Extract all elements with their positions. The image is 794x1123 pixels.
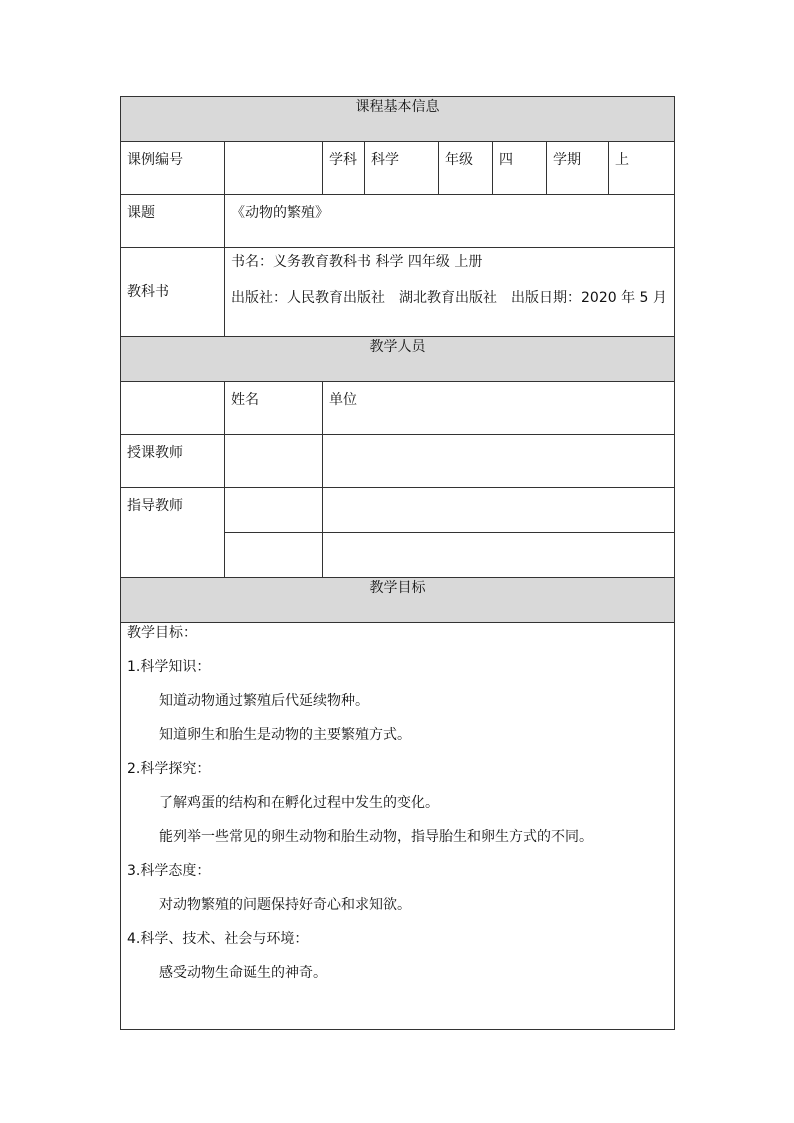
textbook-label: 教科书	[121, 248, 225, 337]
teacher-unit-cell[interactable]	[323, 435, 675, 488]
row-topic	[121, 195, 675, 248]
textbook-title-line: 书名：义务教育教科书 科学 四年级 上册	[231, 254, 483, 270]
advisor-name-cell-2[interactable]	[225, 533, 323, 578]
topic-label: 课题	[121, 195, 225, 248]
objective-line: 知道卵生和胎生是动物的主要繁殖方式。	[159, 727, 411, 743]
objectives-body	[121, 623, 675, 1030]
section-header-objectives	[121, 578, 675, 623]
row-textbook	[121, 248, 675, 337]
subject-value[interactable]: 科学	[365, 142, 439, 195]
topic-value[interactable]: 《动物的繁殖》	[225, 195, 675, 248]
objective-line: 知道动物通过繁殖后代延续物种。	[159, 693, 369, 709]
objective-line: 感受动物生命诞生的神奇。	[159, 965, 327, 981]
objective-line: 4.科学、技术、社会与环境：	[127, 931, 309, 947]
objective-line: 教学目标：	[127, 625, 197, 641]
name-column-header: 姓名	[225, 382, 323, 435]
section-header-staff	[121, 337, 675, 382]
section-title: 教学目标	[121, 578, 675, 623]
section-title: 课程基本信息	[121, 97, 675, 142]
section-header-course-info	[121, 97, 675, 142]
grade-label: 年级	[439, 142, 493, 195]
term-label: 学期	[547, 142, 609, 195]
textbook-publisher-line: 出版社：人民教育出版社 湖北教育出版社 出版日期：2020 年 5 月	[231, 290, 667, 306]
advisor-unit-cell-1[interactable]	[323, 488, 675, 533]
objective-line: 1.科学知识：	[127, 659, 211, 675]
row-teacher	[121, 435, 675, 488]
objective-line: 了解鸡蛋的结构和在孵化过程中发生的变化。	[159, 795, 439, 811]
case-number-label: 课例编号	[121, 142, 225, 195]
textbook-value	[225, 248, 675, 337]
objective-line: 2.科学探究：	[127, 761, 211, 777]
row-advisor-1	[121, 488, 675, 533]
advisor-unit-cell-2[interactable]	[323, 533, 675, 578]
grade-value[interactable]: 四	[493, 142, 547, 195]
row-objectives	[121, 623, 675, 1030]
case-number-value[interactable]	[225, 142, 323, 195]
section-title: 教学人员	[121, 337, 675, 382]
row-basic-info	[121, 142, 675, 195]
teacher-label: 授课教师	[121, 435, 225, 488]
unit-column-header: 单位	[323, 382, 675, 435]
row-staff-columns	[121, 382, 675, 435]
term-value[interactable]: 上	[609, 142, 675, 195]
teacher-name-cell[interactable]	[225, 435, 323, 488]
advisor-name-cell-1[interactable]	[225, 488, 323, 533]
objective-line: 对动物繁殖的问题保持好奇心和求知欲。	[159, 897, 411, 913]
course-info-table	[120, 96, 675, 1030]
advisor-label: 指导教师	[121, 488, 225, 578]
subject-label: 学科	[323, 142, 365, 195]
staff-corner-cell	[121, 382, 225, 435]
objective-line: 3.科学态度：	[127, 863, 211, 879]
objective-line: 能列举一些常见的卵生动物和胎生动物，指导胎生和卵生方式的不同。	[159, 829, 593, 845]
